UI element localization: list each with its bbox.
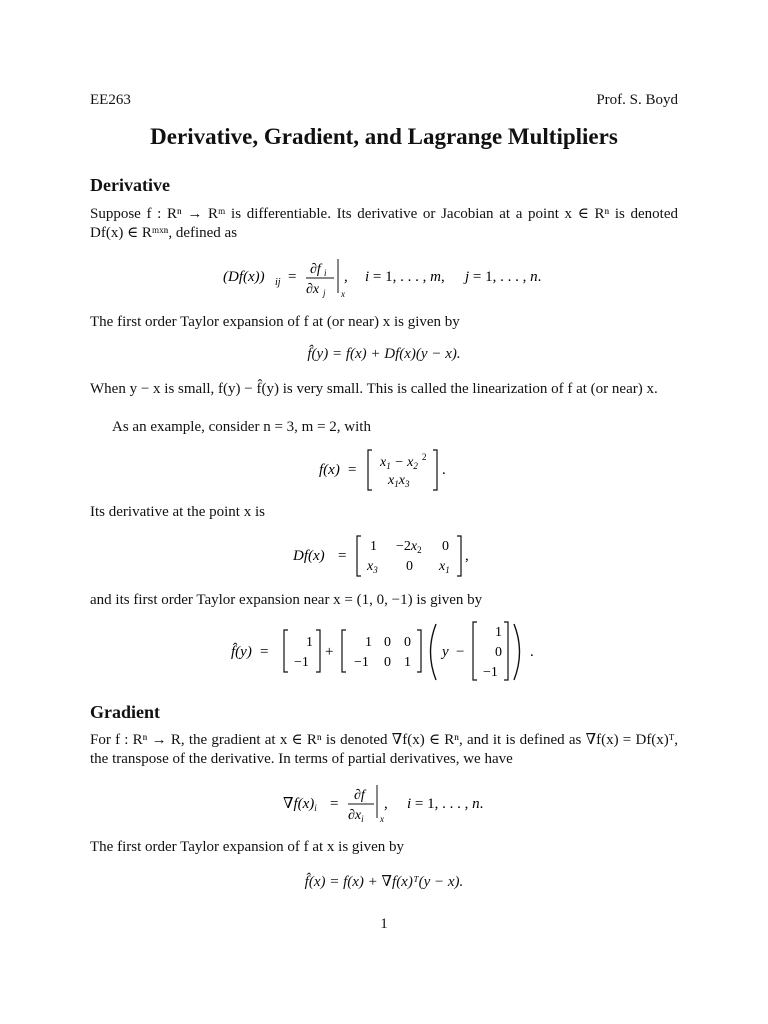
- svg-text:,: ,: [384, 796, 388, 812]
- svg-text:∂f: ∂f: [310, 262, 321, 277]
- svg-text:i = 1, . . . , n.: i = 1, . . . , n.: [407, 796, 484, 812]
- svg-text:0: 0: [406, 559, 413, 574]
- p1-text: Suppose f : Rⁿ → Rᵐ is differentiable. Its derivative or Jacobian at a point x ∈ Rⁿ is denoted Df(x) ∈ Rᵐˣⁿ, defined as: [90, 206, 678, 241]
- p3-text: When y − x is small, f(y) − f̂(y) is very small. This is called the linearization of f at (or near) x.: [90, 381, 658, 397]
- paragraph-taylor-near: [90, 591, 678, 610]
- svg-text:−: −: [456, 644, 465, 660]
- p4-text: As an example, consider n = 3, m = 2, with: [112, 419, 371, 435]
- svg-text:=: =: [330, 796, 339, 812]
- page-title: Derivative, Gradient, and Lagrange Multipliers: [150, 124, 618, 149]
- svg-text:0: 0: [442, 539, 449, 554]
- course-label: EE263: [90, 92, 131, 108]
- svg-text:−1: −1: [354, 655, 369, 670]
- svg-text:j: j: [323, 288, 326, 298]
- svg-text:ij: ij: [275, 277, 281, 288]
- svg-text:1: 1: [495, 625, 502, 640]
- svg-text:1: 1: [404, 655, 411, 670]
- svg-text:1: 1: [370, 539, 377, 554]
- svg-text:x1x3: $x_1x_3$: [388, 473, 410, 489]
- svg-text:−1: −1: [483, 665, 498, 680]
- svg-text:+: +: [325, 644, 334, 660]
- svg-text:∂xi: $\partial x_i$: [348, 808, 364, 824]
- svg-text:x: x: [380, 814, 384, 824]
- equation-example-Df: [90, 532, 678, 580]
- svg-text:=: =: [288, 269, 297, 285]
- equation-gradient: [90, 780, 678, 826]
- svg-text:Df(x): Df(x): [293, 548, 325, 564]
- svg-text:.: .: [442, 462, 446, 478]
- p7-text: For f : Rⁿ → R, the gradient at x ∈ Rⁿ is denoted ∇f(x) ∈ Rⁿ, and it is defined as ∇f(x) = Df(x)ᵀ, the transpose of the derivative. In terms of partial derivatives, we have: [90, 732, 678, 767]
- page-number: 1: [380, 916, 388, 932]
- svg-text:x1 − x2: $x_1 - x_2$: [380, 455, 418, 471]
- equation-example-taylor: [90, 618, 678, 684]
- paragraph-gradient: [90, 731, 678, 769]
- p8-text: The first order Taylor expansion of f at x is given by: [90, 839, 405, 855]
- svg-text:j = 1, . . . , n.: j = 1, . . . , n.: [465, 269, 542, 285]
- svg-text:1: 1: [365, 635, 372, 650]
- p5-text: Its derivative at the point x is: [90, 504, 265, 520]
- svg-text:0: 0: [495, 645, 502, 660]
- svg-text:=: =: [260, 644, 269, 660]
- svg-text:x: x: [341, 289, 345, 299]
- svg-text:,: ,: [465, 548, 469, 564]
- svg-text:i = 1, . . . , m,: i = 1, . . . , m,: [365, 269, 445, 285]
- equation-jacobian: [90, 255, 678, 301]
- svg-text:=: =: [348, 462, 357, 478]
- svg-text:−1: −1: [294, 655, 309, 670]
- paragraph-jacobian-intro: [90, 205, 678, 243]
- svg-text:x3: $x_3$: [367, 559, 378, 575]
- p2-text: The first order Taylor expansion of f at (or near) x is given by: [90, 314, 460, 330]
- svg-text:0: 0: [384, 635, 391, 650]
- taylor2-text: f̂(x) = f(x) + ∇f(x)ᵀ(y − x).: [304, 874, 464, 890]
- svg-text:i: i: [324, 268, 327, 278]
- equation-example-f: [90, 446, 678, 494]
- svg-text:2: 2: [422, 452, 427, 462]
- equation-taylor1: [90, 346, 678, 363]
- svg-text:,: ,: [344, 269, 348, 285]
- taylor1-text: f̂(y) = f(x) + Df(x)(y − x).: [307, 346, 461, 362]
- svg-text:f̂(y): f̂(y): [231, 644, 252, 660]
- svg-text:0: 0: [404, 635, 411, 650]
- paragraph-derivative-at-point: [90, 503, 678, 522]
- svg-text:1: 1: [306, 635, 313, 650]
- svg-text:(Df(x)): (Df(x)): [223, 269, 265, 285]
- paragraph-taylor: [90, 313, 678, 332]
- svg-text:∂x: ∂x: [306, 282, 320, 297]
- p6-text: and its first order Taylor expansion near x = (1, 0, −1) is given by: [90, 592, 483, 608]
- svg-text:.: .: [530, 644, 534, 660]
- svg-text:=: =: [338, 548, 347, 564]
- paragraph-example: [90, 418, 678, 437]
- svg-text:y: y: [442, 644, 449, 660]
- section-derivative: Derivative: [90, 175, 170, 195]
- section-gradient: Gradient: [90, 702, 160, 722]
- svg-text:∂f: ∂f: [354, 788, 365, 803]
- paragraph-taylor-gradient: [90, 838, 678, 857]
- equation-taylor2: [90, 872, 678, 891]
- svg-text:x1: $x_1$: [439, 559, 450, 575]
- author-label: Prof. S. Boyd: [596, 92, 678, 108]
- svg-text:∇f(x)i: $\nabla f(x)_i$: [283, 796, 317, 813]
- paragraph-linearization: [90, 380, 678, 399]
- svg-text:−2x2: $-2x_2$: [396, 539, 422, 555]
- svg-text:0: 0: [384, 655, 391, 670]
- svg-text:f(x): f(x): [319, 462, 340, 478]
